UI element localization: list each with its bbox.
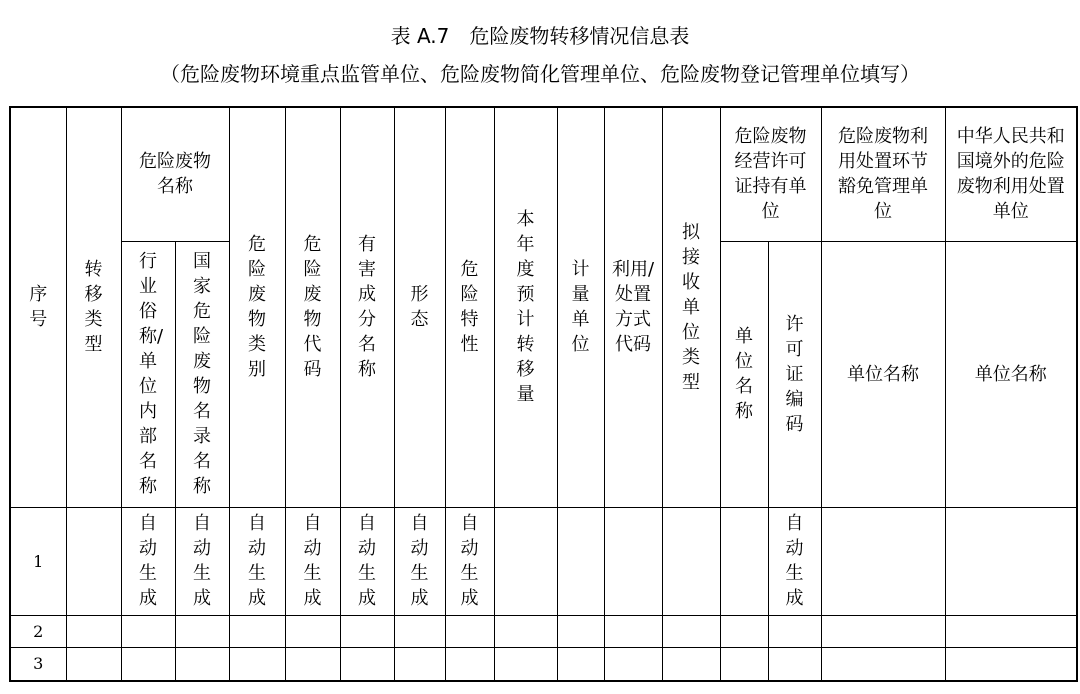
cell-national-name[interactable] [175, 647, 229, 681]
header-receiver-type: 拟接收单位类型 [662, 107, 720, 507]
header-code: 危险废物代码 [285, 107, 340, 507]
cell-overseas-unit-name[interactable] [945, 507, 1077, 615]
row-number: 1 [10, 507, 66, 615]
cell-unit[interactable] [557, 615, 604, 647]
cell-unit[interactable] [557, 507, 604, 615]
header-seq: 序号 [10, 107, 66, 507]
cell-property[interactable] [445, 647, 494, 681]
cell-form[interactable] [394, 615, 445, 647]
cell-overseas-unit-name[interactable] [945, 615, 1077, 647]
cell-harmful[interactable] [340, 647, 394, 681]
row-number: 3 [10, 647, 66, 681]
cell-category: 自动生成 [229, 507, 285, 615]
cell-license-no: 自动生成 [768, 507, 821, 615]
cell-annual-qty[interactable] [494, 507, 557, 615]
cell-method-code[interactable] [604, 507, 662, 615]
header-harmful: 有害成分名称 [340, 107, 394, 507]
cell-receiver-type[interactable] [662, 507, 720, 615]
header-property: 危险特性 [445, 107, 494, 507]
cell-annual-qty[interactable] [494, 647, 557, 681]
cell-code[interactable] [285, 647, 340, 681]
cell-category[interactable] [229, 647, 285, 681]
table-row [10, 615, 1077, 647]
header-category: 危险废物类别 [229, 107, 285, 507]
cell-harmful[interactable] [340, 615, 394, 647]
header-license-holder: 危险废物经营许可证持有单位 [720, 107, 821, 241]
header-method-code: 利用/处置方式代码 [604, 107, 662, 507]
header-unit: 计量单位 [557, 107, 604, 507]
header-overseas-unit-name: 单位名称 [945, 241, 1077, 507]
cell-holder-name[interactable] [720, 615, 768, 647]
cell-category[interactable] [229, 615, 285, 647]
header-holder-name: 单位名称 [720, 241, 768, 507]
header-overseas-unit: 中华人民共和国境外的危险废物利用处置单位 [945, 107, 1077, 241]
cell-holder-name[interactable] [720, 507, 768, 615]
cell-license-no[interactable] [768, 647, 821, 681]
cell-receiver-type[interactable] [662, 647, 720, 681]
cell-exempt-unit-name[interactable] [821, 647, 945, 681]
cell-national-name: 自动生成 [175, 507, 229, 615]
cell-property[interactable] [445, 615, 494, 647]
cell-transfer-type[interactable] [66, 647, 121, 681]
cell-code[interactable] [285, 615, 340, 647]
waste-transfer-table [9, 106, 1078, 682]
table-title: 表 A.7 危险废物转移情况信息表 [390, 24, 690, 48]
cell-holder-name[interactable] [720, 647, 768, 681]
cell-receiver-type[interactable] [662, 615, 720, 647]
header-row-1 [10, 107, 1077, 241]
header-annual-qty: 本年度预计转移量 [494, 107, 557, 507]
row-number: 2 [10, 615, 66, 647]
cell-unit[interactable] [557, 647, 604, 681]
cell-property: 自动生成 [445, 507, 494, 615]
header-form: 形态 [394, 107, 445, 507]
cell-exempt-unit-name[interactable] [821, 507, 945, 615]
cell-harmful: 自动生成 [340, 507, 394, 615]
cell-industry-name[interactable] [121, 647, 175, 681]
cell-industry-name: 自动生成 [121, 507, 175, 615]
table-subtitle: （危险废物环境重点监管单位、危险废物简化管理单位、危险废物登记管理单位填写） [160, 62, 920, 86]
header-national-name: 国家危险废物名录名称 [175, 241, 229, 507]
header-exempt-unit: 危险废物利用处置环节豁免管理单位 [821, 107, 945, 241]
cell-annual-qty[interactable] [494, 615, 557, 647]
cell-exempt-unit-name[interactable] [821, 615, 945, 647]
header-license-no: 许可证编码 [768, 241, 821, 507]
cell-method-code[interactable] [604, 615, 662, 647]
cell-national-name[interactable] [175, 615, 229, 647]
header-waste-name: 危险废物名称 [121, 107, 229, 241]
cell-form[interactable] [394, 647, 445, 681]
cell-industry-name[interactable] [121, 615, 175, 647]
cell-license-no[interactable] [768, 615, 821, 647]
cell-transfer-type[interactable] [66, 615, 121, 647]
table-row [10, 647, 1077, 681]
table-row [10, 507, 1077, 615]
header-industry-name: 行业俗称/单位内部名称 [121, 241, 175, 507]
cell-method-code[interactable] [604, 647, 662, 681]
cell-transfer-type[interactable] [66, 507, 121, 615]
cell-form: 自动生成 [394, 507, 445, 615]
cell-overseas-unit-name[interactable] [945, 647, 1077, 681]
header-exempt-unit-name: 单位名称 [821, 241, 945, 507]
cell-code: 自动生成 [285, 507, 340, 615]
header-transfer-type: 转移类型 [66, 107, 121, 507]
